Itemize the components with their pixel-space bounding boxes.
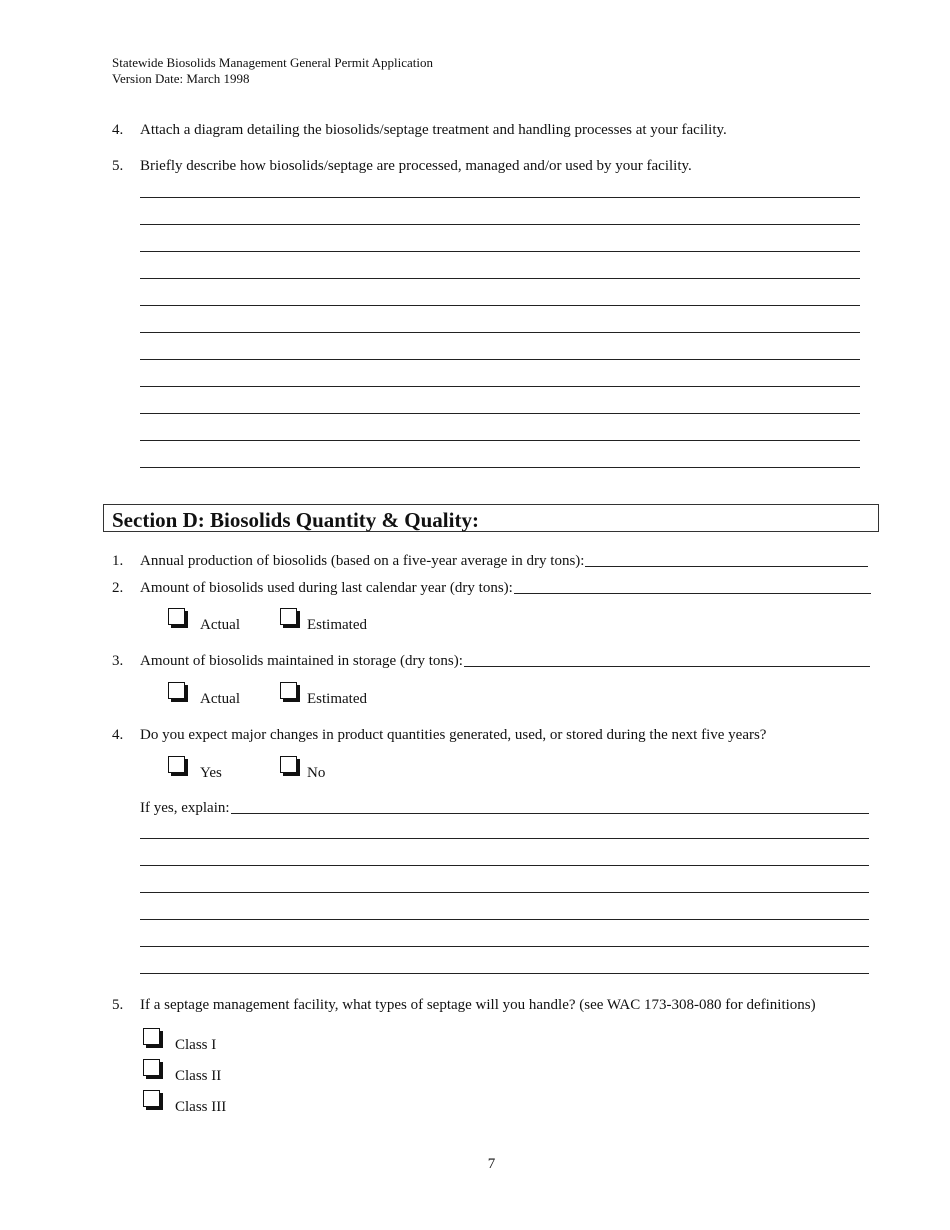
answer-line[interactable] [140, 440, 860, 441]
d5-class1-checkbox[interactable] [143, 1028, 160, 1045]
d1-text: Annual production of biosolids (based on a five-year average in dry tons): [140, 553, 585, 569]
d4-yes-checkbox[interactable] [168, 756, 185, 773]
d5-text: If a septage management facility, what types of septage will you handle? (see WAC 173-308-080 for definitions) [140, 997, 816, 1013]
answer-line[interactable] [140, 359, 860, 360]
page-number: 7 [487, 1156, 496, 1172]
d1-row [140, 552, 868, 570]
document-header [112, 55, 433, 87]
section-d-header [103, 504, 879, 532]
answer-line[interactable] [140, 919, 869, 920]
d4-no-checkbox[interactable] [280, 756, 297, 773]
d3-text: Amount of biosolids maintained in storage (dry tons): [140, 653, 463, 669]
d5-class3-checkbox[interactable] [143, 1090, 160, 1107]
answer-line[interactable] [140, 838, 869, 839]
d2-answer-field[interactable] [514, 593, 871, 594]
d5-class3-label: Class III [175, 1099, 227, 1115]
d3-actual-label: Actual [200, 691, 240, 707]
document-title: Statewide Biosolids Management General Permit Application [112, 55, 433, 70]
q5-top-text: Briefly describe how biosolids/septage are processed, managed and/or used by your facility. [140, 158, 692, 174]
q4-top-text: Attach a diagram detailing the biosolids/septage treatment and handling processes at your facility. [140, 122, 727, 138]
d2-row [140, 579, 871, 597]
version-date: Version Date: March 1998 [112, 71, 250, 86]
answer-line[interactable] [140, 224, 860, 225]
d2-estimated-label: Estimated [307, 617, 367, 633]
answer-line[interactable] [140, 865, 869, 866]
d4-number: 4. [112, 727, 124, 743]
d4-explain-field[interactable] [231, 813, 869, 814]
d3-estimated-checkbox[interactable] [280, 682, 297, 699]
d3-actual-checkbox[interactable] [168, 682, 185, 699]
d4-text: Do you expect major changes in product quantities generated, used, or stored during the next five years? [140, 727, 767, 743]
d2-estimated-checkbox[interactable] [280, 608, 297, 625]
d4-explain-label: If yes, explain: [140, 800, 230, 816]
d5-class2-label: Class II [175, 1068, 222, 1084]
d5-number: 5. [112, 997, 124, 1013]
answer-line[interactable] [140, 946, 869, 947]
d4-explain-row [140, 799, 869, 817]
answer-line[interactable] [140, 413, 860, 414]
answer-line[interactable] [140, 386, 860, 387]
answer-line[interactable] [140, 305, 860, 306]
d1-number: 1. [112, 553, 124, 569]
answer-line[interactable] [140, 892, 869, 893]
d3-estimated-label: Estimated [307, 691, 367, 707]
answer-line[interactable] [140, 251, 860, 252]
d3-number: 3. [112, 653, 124, 669]
q4-top-number: 4. [112, 122, 124, 138]
d3-answer-field[interactable] [464, 666, 870, 667]
answer-line[interactable] [140, 278, 860, 279]
d4-no-label: No [307, 765, 326, 781]
answer-line[interactable] [140, 973, 869, 974]
d5-class2-checkbox[interactable] [143, 1059, 160, 1076]
d2-number: 2. [112, 580, 124, 596]
d4-yes-label: Yes [200, 765, 222, 781]
d5-class1-label: Class I [175, 1037, 217, 1053]
d3-row [140, 652, 870, 670]
d2-text: Amount of biosolids used during last calendar year (dry tons): [140, 580, 513, 596]
d1-answer-field[interactable] [585, 566, 868, 567]
section-d-title: Section D: Biosolids Quantity & Quality: [112, 508, 479, 532]
answer-line[interactable] [140, 467, 860, 468]
q5-top-number: 5. [112, 158, 124, 174]
answer-line[interactable] [140, 197, 860, 198]
d2-actual-label: Actual [200, 617, 240, 633]
answer-line[interactable] [140, 332, 860, 333]
d2-actual-checkbox[interactable] [168, 608, 185, 625]
